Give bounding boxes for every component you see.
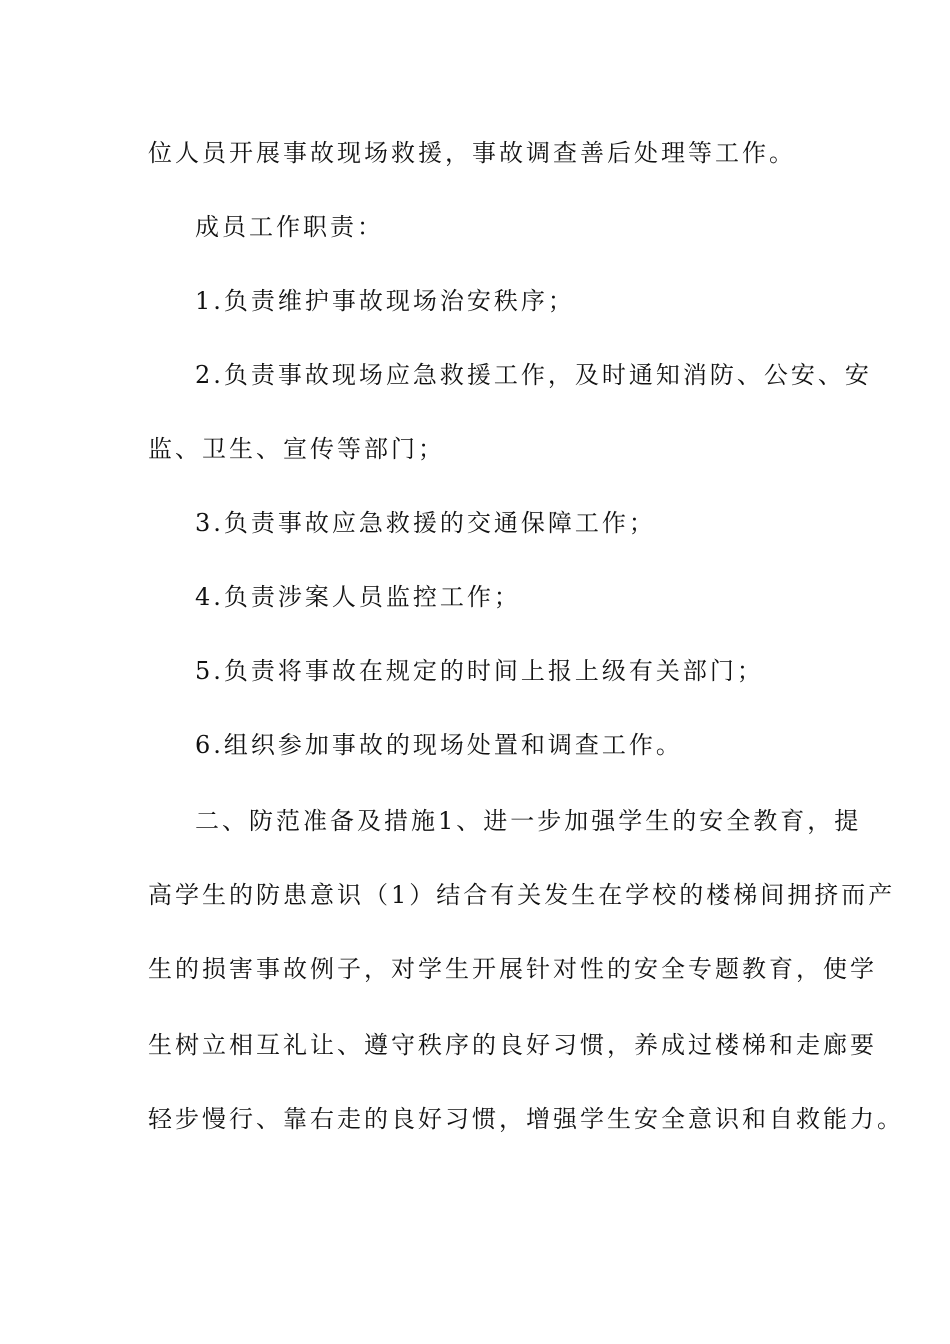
list-item-continuation: 监、卫生、宣传等部门；: [148, 435, 445, 463]
list-item: 5.负责将事故在规定的时间上报上级有关部门；: [195, 657, 764, 685]
list-item: 1.负责维护事故现场治安秩序；: [195, 287, 575, 315]
paragraph-line: 生的损害事故例子，对学生开展针对性的安全专题教育，使学: [148, 955, 877, 983]
list-item: 6.组织参加事故的现场处置和调查工作。: [195, 731, 683, 759]
paragraph-line: 成员工作职责：: [195, 213, 384, 241]
list-item: 4.负责涉案人员监控工作；: [195, 583, 521, 611]
list-item: 2.负责事故现场应急救援工作，及时通知消防、公安、安: [195, 361, 872, 389]
section-heading-line: 二、防范准备及措施1、进一步加强学生的安全教育，提: [195, 807, 862, 835]
list-item: 3.负责事故应急救援的交通保障工作；: [195, 509, 656, 537]
paragraph-line: 位人员开展事故现场救援，事故调查善后处理等工作。: [148, 139, 796, 167]
paragraph-line: 高学生的防患意识（1）结合有关发生在学校的楼梯间拥挤而产: [148, 881, 896, 909]
paragraph-line: 轻步慢行、靠右走的良好习惯，增强学生安全意识和自救能力。: [148, 1105, 904, 1133]
paragraph-line: 生树立相互礼让、遵守秩序的良好习惯，养成过楼梯和走廊要: [148, 1031, 877, 1059]
